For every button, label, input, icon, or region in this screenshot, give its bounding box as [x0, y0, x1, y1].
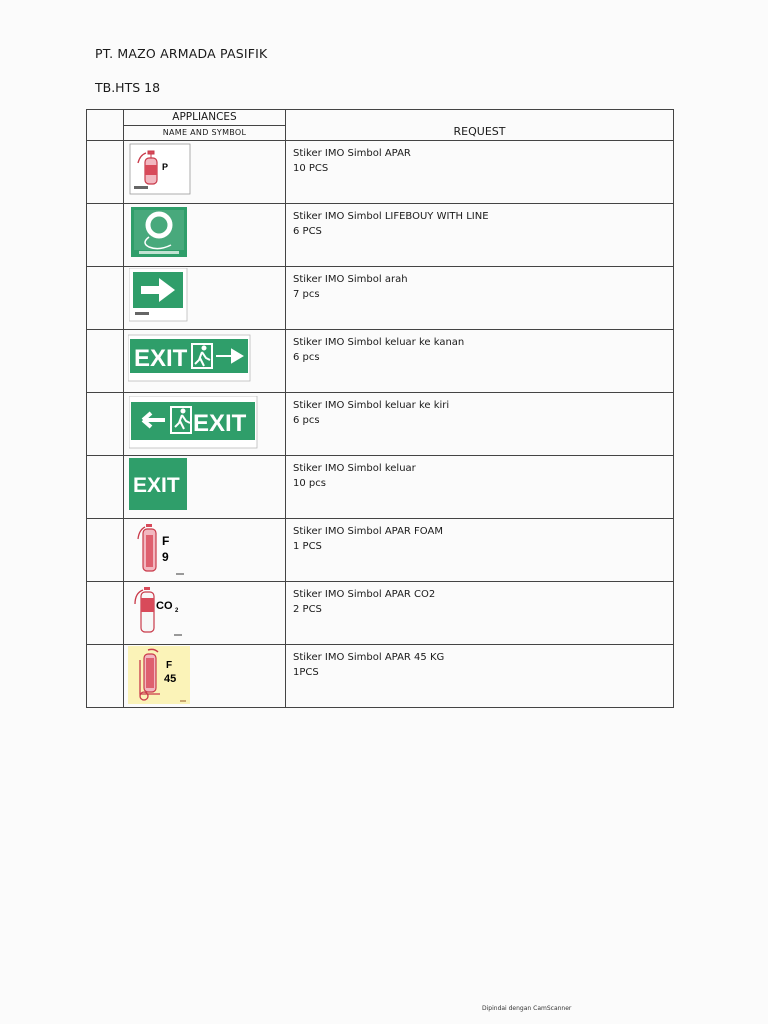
scanner-stamp: Dipindai dengan CamScanner: [482, 1005, 572, 1012]
request-item: Stiker IMO Simbol APAR 45 KG: [293, 652, 445, 663]
arrow-right-icon: [129, 268, 191, 322]
symbol-text: EXIT: [133, 474, 180, 497]
symbol-cell: [124, 456, 286, 519]
request-item: Stiker IMO Simbol keluar ke kanan: [293, 337, 465, 348]
symbol-cell: [124, 582, 286, 645]
symbol-cell: [124, 645, 286, 708]
request-qty: 7 pcs: [293, 289, 320, 300]
symbol-cell: [124, 141, 286, 204]
table-header-row: [87, 110, 674, 126]
request-item: Stiker IMO Simbol LIFEBOUY WITH LINE: [293, 211, 489, 222]
request-cell: [286, 393, 674, 456]
document-number: TB.HTS 18: [95, 80, 161, 95]
request-cell: [286, 519, 674, 582]
symbol-text-2: 45: [164, 673, 177, 685]
fire-extinguisher-foam-icon: [132, 521, 202, 577]
header-request: REQUEST: [286, 110, 674, 141]
request-item: Stiker IMO Simbol keluar: [293, 463, 416, 474]
request-table: [86, 109, 674, 708]
fire-extinguisher-p-icon: [128, 143, 192, 195]
empty-header-cell: [87, 110, 124, 141]
symbol-text: EXIT: [193, 410, 247, 437]
symbol-subscript: 2: [175, 608, 179, 614]
symbol-cell: [124, 393, 286, 456]
symbol-cell: [124, 519, 286, 582]
request-item: Stiker IMO Simbol arah: [293, 274, 408, 285]
header-name-and-symbol: NAME AND SYMBOL: [124, 126, 286, 141]
symbol-text-2: 9: [162, 550, 169, 564]
fire-extinguisher-co2-icon: [130, 584, 200, 640]
lifebuoy-with-line-icon: [131, 207, 191, 259]
table-row: [87, 267, 674, 330]
symbol-cell: [124, 330, 286, 393]
symbol-text: F: [166, 660, 173, 671]
exit-right-icon: [128, 333, 252, 385]
request-qty: 6 pcs: [293, 352, 320, 363]
symbol-text: F: [162, 534, 170, 548]
request-item: Stiker IMO Simbol APAR FOAM: [293, 526, 443, 537]
header-appliances: APPLIANCES: [124, 110, 286, 126]
request-item: Stiker IMO Simbol APAR: [293, 148, 411, 159]
request-cell: [286, 141, 674, 204]
request-cell: [286, 267, 674, 330]
exit-left-icon: [129, 396, 259, 450]
request-qty: 2 PCS: [293, 604, 322, 615]
table-row: [87, 519, 674, 582]
table-row: [87, 582, 674, 645]
request-qty: 6 pcs: [293, 415, 320, 426]
table-row: [87, 330, 674, 393]
request-qty: 1 PCS: [293, 541, 322, 552]
company-name: PT. MAZO ARMADA PASIFIK: [95, 46, 268, 61]
request-item: Stiker IMO Simbol keluar ke kiri: [293, 400, 450, 411]
symbol-text: P: [162, 162, 169, 172]
request-cell: [286, 645, 674, 708]
request-qty: 1PCS: [293, 667, 319, 678]
symbol-cell: [124, 267, 286, 330]
request-cell: [286, 456, 674, 519]
request-qty: 10 pcs: [293, 478, 326, 489]
table-row: [87, 204, 674, 267]
symbol-text: CO: [156, 600, 173, 612]
symbol-cell: [124, 204, 286, 267]
fire-extinguisher-45kg-icon: [128, 646, 198, 704]
request-item: Stiker IMO Simbol APAR CO2: [293, 589, 436, 600]
table-row: [87, 393, 674, 456]
request-cell: [286, 330, 674, 393]
request-qty: 10 PCS: [293, 163, 329, 174]
request-qty: 6 PCS: [293, 226, 322, 237]
table-row: [87, 141, 674, 204]
symbol-text: EXIT: [134, 345, 188, 372]
table-row: [87, 645, 674, 708]
request-cell: [286, 204, 674, 267]
exit-icon: [129, 458, 191, 512]
table-row: [87, 456, 674, 519]
request-cell: [286, 582, 674, 645]
